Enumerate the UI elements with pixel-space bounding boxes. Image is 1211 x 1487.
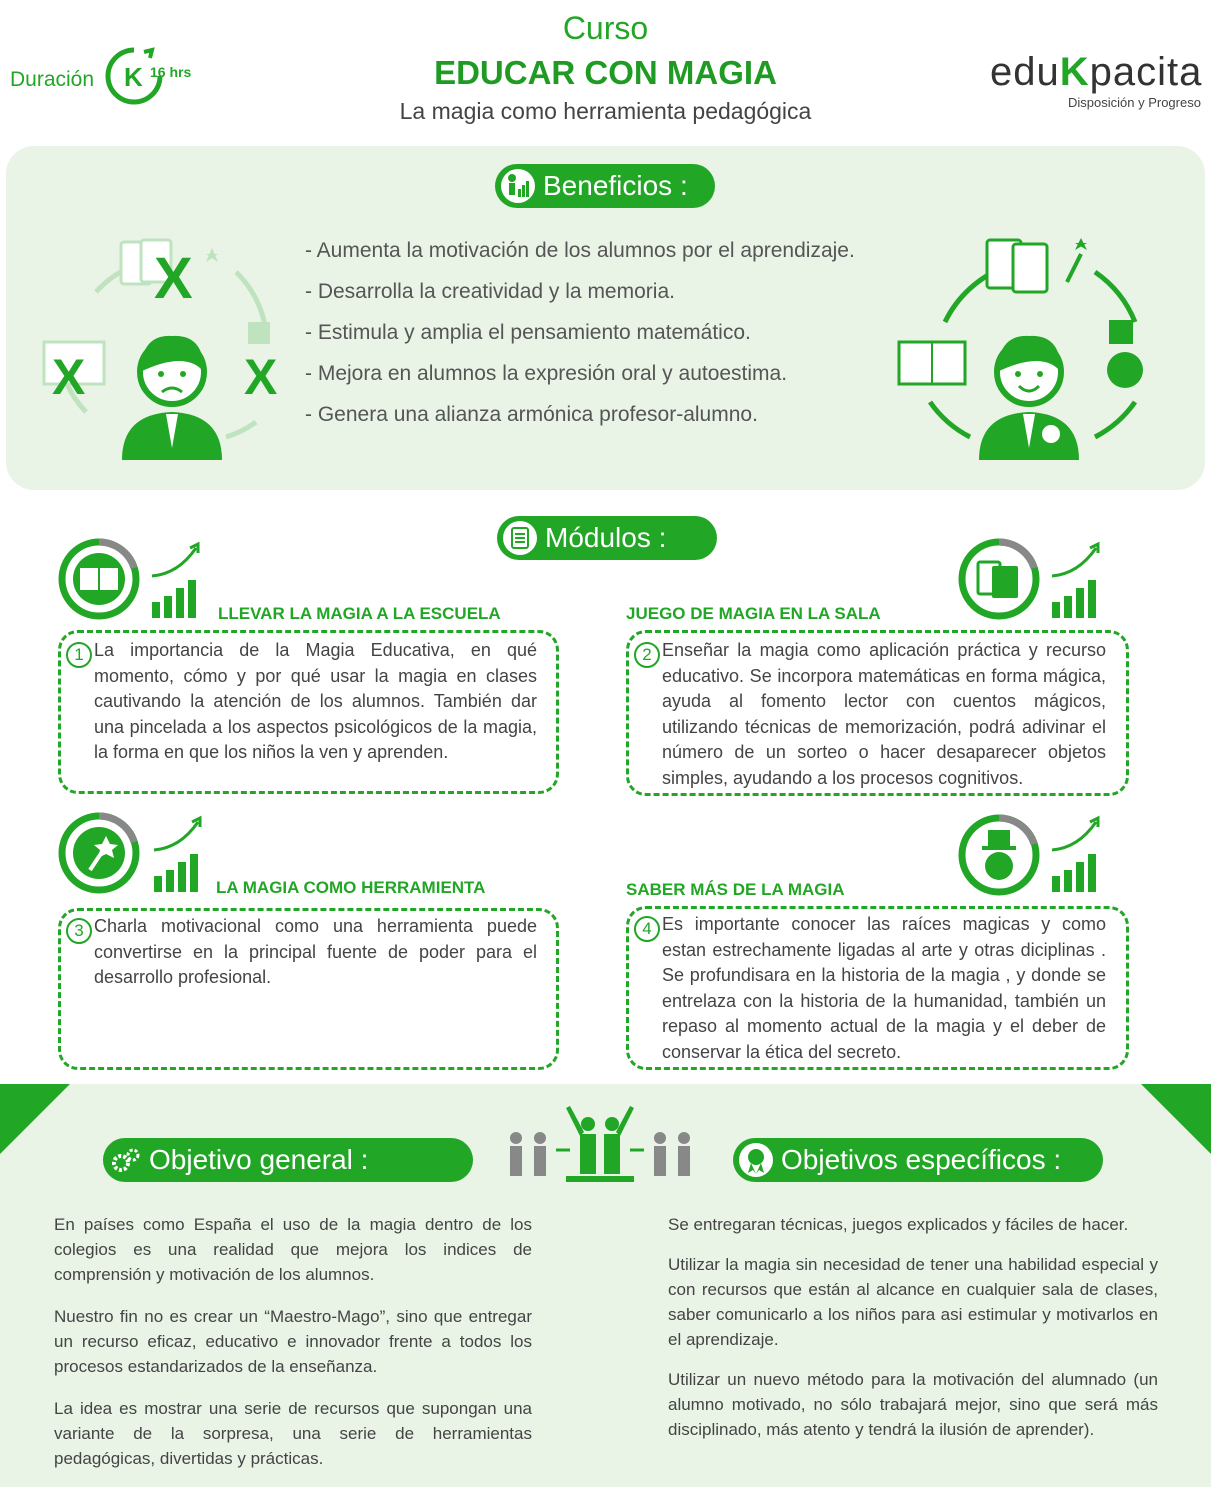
growth-chart-icon <box>148 540 208 620</box>
corner-triangle-right <box>1141 1084 1211 1154</box>
module-2-text: Enseñar la magia como aplicación práctica y recurso educativo. Se incorpora matemáticas en forma mágica, ayuda al fomento lector con cuentos mágicos, utilizando técnicas de memorización, podrá adivinar el número de un sorteo o hacer desaparecer objetos simples, ayudando a los procesos cognitivos. <box>662 640 1106 788</box>
module-4-number: 4 <box>634 916 660 942</box>
page-title: EDUCAR CON MAGIA <box>434 54 777 91</box>
general-paragraph: Nuestro fin no es crear un “Maestro-Mago”, sino que entregar un recurso eficaz, educativo e innovador frente a todos los procesos estandarizados de la enseñanza. <box>54 1307 532 1376</box>
general-objective-label: Objetivo general : <box>149 1144 369 1175</box>
module-3-text: Charla motivacional como una herramienta puede convertirse en la principal fuente de poder para el desarrollo profesional. <box>94 916 537 987</box>
corner-triangle-left <box>0 1084 70 1154</box>
logo-suffix: pacita <box>1089 50 1203 94</box>
general-objective-text <box>54 1212 532 1471</box>
general-objective-heading <box>103 1138 473 1182</box>
benefits-heading-label: Beneficios : <box>543 170 688 201</box>
specific-objectives-label: Objetivos específicos : <box>781 1144 1062 1175</box>
module-3-title: LA MAGIA COMO HERRAMIENTA <box>216 878 486 897</box>
benefits-list <box>305 230 925 435</box>
benefit-item: - Genera una alianza armónica profesor-alumno. <box>305 403 758 426</box>
svg-text:K: K <box>124 62 143 92</box>
benefit-item: - Desarrolla la creatividad y la memoria. <box>305 280 675 303</box>
logo-prefix: edu <box>990 50 1060 94</box>
benefits-heading <box>495 164 715 208</box>
module-2-cards-icon <box>958 538 1040 620</box>
benefit-item: - Aumenta la motivación de los alumnos por el aprendizaje. <box>305 239 855 262</box>
page-subtitle: La magia como herramienta pedagógica <box>399 98 812 124</box>
svg-text:X: X <box>52 349 86 405</box>
document-icon <box>503 521 537 555</box>
module-1-title: LLEVAR LA MAGIA A LA ESCUELA <box>218 604 501 623</box>
award-badge-icon <box>739 1143 773 1177</box>
svg-text:X: X <box>244 349 278 405</box>
growth-chart-icon <box>150 814 210 894</box>
module-1-number: 1 <box>66 642 92 668</box>
module-4-text: Es importante conocer las raíces magicas y como estan estrechamente ligadas al arte y otras diciplinas . Se profundisara en la historia de la magia , y donde se entrelaza con la historia de la humanidad, también un repaso al momento actual de la magia y el deber de conservar la ética del secreto. <box>662 914 1106 1062</box>
general-paragraph: En países como España el uso de la magia dentro de los colegios es una realidad que mejora los indices de comprensión y motivación de los alumnos. <box>54 1215 532 1284</box>
general-paragraph: La idea es mostrar una serie de recursos que supongan una variante de la sorpresa, una serie de herramientas pedagógicas, divertidas y prácticas. <box>54 1399 532 1468</box>
chart-person-icon <box>501 169 535 203</box>
growth-chart-icon <box>1048 540 1108 620</box>
benefit-item: - Estimula y amplia el pensamiento matemático. <box>305 321 751 344</box>
specific-paragraph: Utilizar un nuevo método para la motivación del alumnado (un alumno motivado, no sólo trabajará mejor, sino que será más disciplinado, más atento y tendrá la ilusión de aprender). <box>668 1370 1158 1439</box>
gears-icon <box>109 1143 143 1177</box>
duration-label: Duración <box>10 68 95 91</box>
module-4-title: SABER MÁS DE LA MAGIA <box>626 880 845 899</box>
team-celebration-icon <box>500 1100 700 1186</box>
module-2-number: 2 <box>634 642 660 668</box>
specific-objectives-heading <box>733 1138 1103 1182</box>
module-3-wand-icon <box>58 812 140 894</box>
growth-chart-icon <box>1048 814 1108 894</box>
svg-text:X: X <box>154 246 193 311</box>
after-illustration <box>895 222 1165 462</box>
specific-paragraph: Utilizar la magia sin necesidad de tener una habilidad especial y con recursos que están al alcance en cualquier sala de clases, saber comunicarlo a los niños para asi estimular y motivarlos en el aprendizaje. <box>668 1255 1158 1349</box>
specific-objectives-text <box>668 1212 1158 1442</box>
module-2-title: JUEGO DE MAGIA EN LA SALA <box>626 604 881 623</box>
specific-paragraph: Se entregaran técnicas, juegos explicados y fáciles de hacer. <box>668 1215 1129 1234</box>
brand-logo <box>990 50 1202 95</box>
module-1-book-icon <box>58 538 140 620</box>
logo-k: K <box>1059 50 1090 94</box>
logo-tagline: Disposición y Progreso <box>1068 95 1201 110</box>
benefit-item: - Mejora en alumnos la expresión oral y autoestima. <box>305 362 788 385</box>
modules-heading <box>497 516 717 560</box>
module-1-text: La importancia de la Magia Educativa, en qué momento, cómo y por qué usar la magia en clases cautivando la atención de los alumnos. También dar una pincelada a los aspectos psicológicos de la magia, la forma en que los niños la ven y aprenden. <box>94 640 537 762</box>
module-4-globe-icon <box>958 814 1040 896</box>
before-illustration <box>36 222 306 462</box>
duration-value: 16 hrs <box>150 64 192 80</box>
module-3-number: 3 <box>66 918 92 944</box>
course-label: Curso <box>562 10 649 46</box>
modules-heading-label: Módulos : <box>545 522 667 553</box>
